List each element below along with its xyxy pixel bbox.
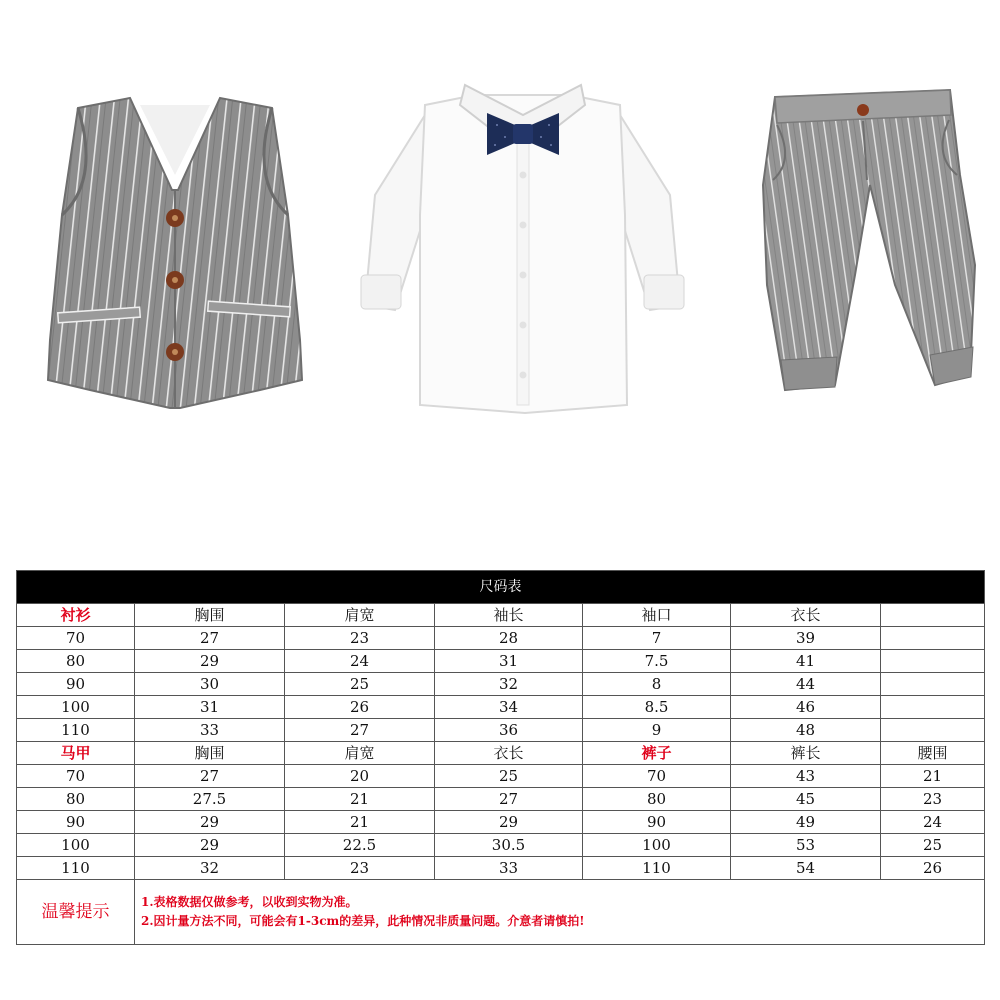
cell: 9: [583, 719, 731, 742]
header-cell: 肩宽: [285, 604, 435, 627]
cell: 90: [17, 811, 135, 834]
cell: 90: [17, 673, 135, 696]
cell: [881, 650, 985, 673]
cell: 39: [731, 627, 881, 650]
pants-image: [745, 85, 985, 405]
cell: 27: [285, 719, 435, 742]
cell: 29: [135, 811, 285, 834]
cell: 31: [135, 696, 285, 719]
cell: 43: [731, 765, 881, 788]
note-line: 1.表格数据仅做参考，以收到实物为准。: [141, 895, 358, 909]
cell: 44: [731, 673, 881, 696]
vest-image: [30, 90, 320, 410]
cell: 45: [731, 788, 881, 811]
cell: 80: [17, 650, 135, 673]
cell: 110: [17, 719, 135, 742]
cell: 110: [583, 857, 731, 880]
cell: 31: [435, 650, 583, 673]
cell: 27.5: [135, 788, 285, 811]
cell: 34: [435, 696, 583, 719]
header-cell: 衣长: [731, 604, 881, 627]
notes-row: [17, 880, 985, 945]
cell: 54: [731, 857, 881, 880]
cell: 49: [731, 811, 881, 834]
cell: 26: [285, 696, 435, 719]
cell: 23: [285, 627, 435, 650]
table-title: 尺码表: [17, 571, 985, 604]
notes-text: [135, 880, 985, 945]
shirt-image: [355, 75, 690, 415]
cell: 36: [435, 719, 583, 742]
note-line: 2.因计量方法不同，可能会有1-3cm的差异，此种情况非质量问题。介意者请慎拍!: [141, 914, 585, 928]
cell: 53: [731, 834, 881, 857]
table-row: [17, 765, 985, 788]
cell: 21: [285, 788, 435, 811]
header-cell: 肩宽: [285, 742, 435, 765]
cell: 24: [881, 811, 985, 834]
cell: 32: [135, 857, 285, 880]
cell: 33: [435, 857, 583, 880]
cell: 23: [285, 857, 435, 880]
cell: 70: [17, 627, 135, 650]
table-row: [17, 650, 985, 673]
cell: 30: [135, 673, 285, 696]
cell: 46: [731, 696, 881, 719]
table-row: [17, 673, 985, 696]
cell: 29: [435, 811, 583, 834]
header-cell: 腰围: [881, 742, 985, 765]
cell: 30.5: [435, 834, 583, 857]
cell: 32: [435, 673, 583, 696]
cell: 23: [881, 788, 985, 811]
cell: 90: [583, 811, 731, 834]
cell: [881, 673, 985, 696]
pants-label: 裤子: [583, 742, 731, 765]
header-cell: 衣长: [435, 742, 583, 765]
header-cell: 裤长: [731, 742, 881, 765]
cell: [881, 627, 985, 650]
header-cell: 袖长: [435, 604, 583, 627]
cell: 70: [17, 765, 135, 788]
cell: 27: [135, 765, 285, 788]
table-row: [17, 696, 985, 719]
cell: 8: [583, 673, 731, 696]
table-title-row: [17, 571, 985, 604]
cell: 100: [17, 696, 135, 719]
cell: 28: [435, 627, 583, 650]
vest-label: 马甲: [17, 742, 135, 765]
table-row: [17, 788, 985, 811]
cell: 21: [881, 765, 985, 788]
header-cell: 袖口: [583, 604, 731, 627]
shirt-header-row: [17, 604, 985, 627]
cell: 25: [285, 673, 435, 696]
cell: 7.5: [583, 650, 731, 673]
table-row: [17, 834, 985, 857]
cell: 70: [583, 765, 731, 788]
notes-label: 温馨提示: [17, 880, 135, 945]
cell: 29: [135, 834, 285, 857]
cell: 100: [17, 834, 135, 857]
cell: [881, 719, 985, 742]
cell: 48: [731, 719, 881, 742]
cell: 26: [881, 857, 985, 880]
cell: 27: [135, 627, 285, 650]
cell: 29: [135, 650, 285, 673]
cell: 27: [435, 788, 583, 811]
cell: 25: [435, 765, 583, 788]
table-row: [17, 811, 985, 834]
cell: 80: [17, 788, 135, 811]
cell: 21: [285, 811, 435, 834]
cell: 22.5: [285, 834, 435, 857]
header-cell: [881, 604, 985, 627]
size-chart-table: [16, 570, 985, 945]
cell: 7: [583, 627, 731, 650]
cell: 110: [17, 857, 135, 880]
cell: 24: [285, 650, 435, 673]
cell: 25: [881, 834, 985, 857]
shirt-label: 衬衫: [17, 604, 135, 627]
cell: 33: [135, 719, 285, 742]
table-row: [17, 857, 985, 880]
header-cell: 胸围: [135, 742, 285, 765]
table-row: [17, 627, 985, 650]
cell: 100: [583, 834, 731, 857]
table-row: [17, 719, 985, 742]
cell: 80: [583, 788, 731, 811]
cell: 8.5: [583, 696, 731, 719]
vest-header-row: [17, 742, 985, 765]
cell: [881, 696, 985, 719]
header-cell: 胸围: [135, 604, 285, 627]
cell: 41: [731, 650, 881, 673]
cell: 20: [285, 765, 435, 788]
